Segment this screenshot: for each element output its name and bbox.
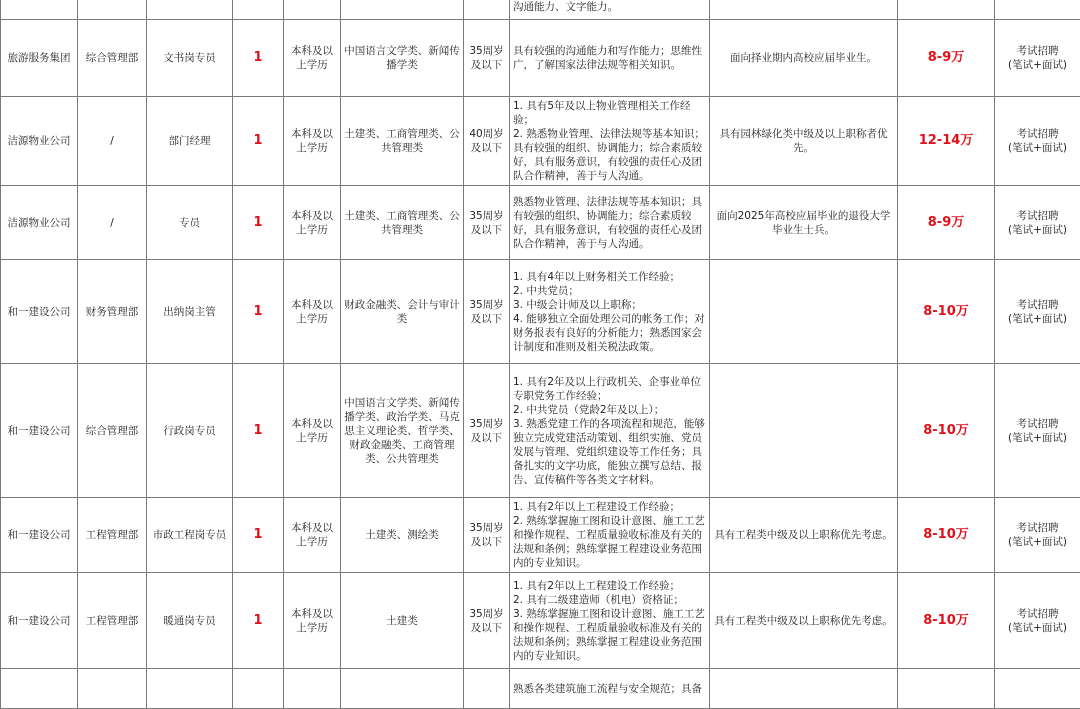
- method-cell: [995, 669, 1080, 709]
- other-conditions-cell: 具有工程类中级及以上职称优先考虑。: [710, 573, 898, 669]
- post-cell: [147, 669, 233, 709]
- table-row: [1, 20, 1080, 97]
- method-line: (笔试+面试): [997, 58, 1078, 72]
- table-row: [1, 669, 1080, 709]
- requirements-cell: [510, 97, 710, 186]
- major-cell: [341, 669, 464, 709]
- education-cell: [284, 669, 341, 709]
- other-conditions-cell: [710, 260, 898, 364]
- salary-cell: 8-10万: [898, 260, 995, 364]
- method-cell: [995, 20, 1080, 97]
- count-cell: 1: [233, 20, 284, 97]
- count-cell: [233, 0, 284, 20]
- dept-cell: /: [78, 186, 147, 260]
- table-row: [1, 260, 1080, 364]
- education-cell: 本科及以上学历: [284, 186, 341, 260]
- dept-cell: 工程管理部: [78, 498, 147, 573]
- salary-cell: 8-10万: [898, 573, 995, 669]
- requirement-line: 2. 中共党员（党龄2年及以上）；: [513, 403, 706, 417]
- unit-cell: 和一建设公司: [1, 260, 78, 364]
- other-conditions-cell: 具有园林绿化类中级及以上职称者优先。: [710, 97, 898, 186]
- method-line: (笔试+面试): [997, 535, 1078, 549]
- requirements-cell: [510, 260, 710, 364]
- requirement-line: 2. 具有二级建造师（机电）资格证；: [513, 593, 706, 607]
- unit-cell: 和一建设公司: [1, 498, 78, 573]
- major-cell: 土建类: [341, 573, 464, 669]
- requirement-line: 1. 具有4年以上财务相关工作经验；: [513, 270, 706, 284]
- method-line: 考试招聘: [997, 298, 1078, 312]
- requirement-line: 具有较强的沟通能力和写作能力；思维性广，了解国家法律法规等相关知识。: [513, 44, 706, 72]
- requirement-line: 3. 中级会计师及以上职称；: [513, 298, 706, 312]
- table-row: [1, 364, 1080, 498]
- age-cell: 35周岁及以下: [464, 20, 510, 97]
- dept-cell: 工程管理部: [78, 573, 147, 669]
- requirement-line: 1. 具有2年以上工程建设工作经验；: [513, 579, 706, 593]
- count-cell: 1: [233, 97, 284, 186]
- requirements-cell: [510, 0, 710, 20]
- table-row: [1, 97, 1080, 186]
- requirement-line: 沟通能力、文字能力。: [513, 0, 706, 14]
- table-row: [1, 186, 1080, 260]
- count-cell: 1: [233, 364, 284, 498]
- major-cell: 财政金融类、会计与审计类: [341, 260, 464, 364]
- salary-cell: 8-9万: [898, 20, 995, 97]
- education-cell: 本科及以上学历: [284, 260, 341, 364]
- education-cell: 本科及以上学历: [284, 498, 341, 573]
- requirements-cell: [510, 364, 710, 498]
- post-cell: 文书岗专员: [147, 20, 233, 97]
- education-cell: 本科及以上学历: [284, 20, 341, 97]
- education-cell: [284, 0, 341, 20]
- requirement-line: 1. 具有2年以上工程建设工作经验；: [513, 500, 706, 514]
- salary-cell: 12-14万: [898, 97, 995, 186]
- requirements-cell: [510, 669, 710, 709]
- requirement-line: 3. 熟练掌握施工图和设计意图、施工工艺和操作规程、工程质量验收标准及有关的法规和条例；熟练掌握工程建设业务范围内的专业知识。: [513, 607, 706, 663]
- method-cell: [995, 573, 1080, 669]
- post-cell: 行政岗专员: [147, 364, 233, 498]
- requirements-cell: [510, 186, 710, 260]
- major-cell: 中国语言文学类、新闻传播学类、政治学类、马克思主义理论类、哲学类、财政金融类、工商管理类、公共管理类: [341, 364, 464, 498]
- count-cell: 1: [233, 498, 284, 573]
- salary-cell: 8-10万: [898, 364, 995, 498]
- other-conditions-cell: [710, 0, 898, 20]
- requirement-line: 2. 中共党员；: [513, 284, 706, 298]
- education-cell: 本科及以上学历: [284, 573, 341, 669]
- salary-cell: [898, 0, 995, 20]
- requirement-line: 熟悉物业管理、法律法规等基本知识；具有较强的组织、协调能力；综合素质较好，具有服务意识，有较强的责任心及团队合作精神，善于与人沟通。: [513, 195, 706, 251]
- age-cell: [464, 0, 510, 20]
- other-conditions-cell: 具有工程类中级及以上职称优先考虑。: [710, 498, 898, 573]
- unit-cell: 旅游服务集团: [1, 20, 78, 97]
- age-cell: 35周岁及以下: [464, 186, 510, 260]
- table-row: [1, 498, 1080, 573]
- age-cell: [464, 669, 510, 709]
- major-cell: [341, 0, 464, 20]
- other-conditions-cell: [710, 364, 898, 498]
- dept-cell: 综合管理部: [78, 20, 147, 97]
- method-line: 考试招聘: [997, 607, 1078, 621]
- age-cell: 35周岁及以下: [464, 260, 510, 364]
- post-cell: 出纳岗主管: [147, 260, 233, 364]
- method-cell: [995, 364, 1080, 498]
- major-cell: 土建类、测绘类: [341, 498, 464, 573]
- count-cell: 1: [233, 573, 284, 669]
- requirement-line: 4. 能够独立全面处理公司的帐务工作；对财务报表有良好的分析能力；熟悉国家会计制度和准则及相关税法政策。: [513, 312, 706, 354]
- other-conditions-cell: 面向择业期内高校应届毕业生。: [710, 20, 898, 97]
- requirement-line: 1. 具有5年及以上物业管理相关工作经验；: [513, 99, 706, 127]
- age-cell: 40周岁及以下: [464, 97, 510, 186]
- method-line: 考试招聘: [997, 209, 1078, 223]
- method-line: (笔试+面试): [997, 621, 1078, 635]
- count-cell: 1: [233, 260, 284, 364]
- dept-cell: /: [78, 97, 147, 186]
- major-cell: 土建类、工商管理类、公共管理类: [341, 186, 464, 260]
- method-line: 考试招聘: [997, 44, 1078, 58]
- age-cell: 35周岁及以下: [464, 364, 510, 498]
- post-cell: [147, 0, 233, 20]
- method-cell: [995, 498, 1080, 573]
- method-line: (笔试+面试): [997, 223, 1078, 237]
- method-line: (笔试+面试): [997, 312, 1078, 326]
- requirement-line: 2. 熟悉物业管理、法律法规等基本知识；具有较强的组织、协调能力；综合素质较好，具有服务意识，有较强的责任心及团队合作精神，善于与人沟通。: [513, 127, 706, 183]
- method-line: (笔试+面试): [997, 431, 1078, 445]
- dept-cell: [78, 669, 147, 709]
- unit-cell: 和一建设公司: [1, 364, 78, 498]
- salary-cell: [898, 669, 995, 709]
- count-cell: [233, 669, 284, 709]
- method-cell: [995, 0, 1080, 20]
- table-row: [1, 573, 1080, 669]
- method-cell: [995, 260, 1080, 364]
- requirement-line: 3. 熟悉党建工作的各项流程和规范，能够独立完成党建活动策划、组织实施、党员发展与管理、党组织建设等工作任务；具备扎实的文字功底，能独立撰写总结、报告、宣传稿件等各类文字材料。: [513, 417, 706, 487]
- unit-cell: [1, 0, 78, 20]
- major-cell: 土建类、工商管理类、公共管理类: [341, 97, 464, 186]
- education-cell: 本科及以上学历: [284, 97, 341, 186]
- method-line: 考试招聘: [997, 417, 1078, 431]
- age-cell: 35周岁及以下: [464, 573, 510, 669]
- requirements-cell: [510, 498, 710, 573]
- requirement-line: 熟悉各类建筑施工流程与安全规范；具备: [513, 682, 706, 696]
- method-cell: [995, 97, 1080, 186]
- unit-cell: 洁源物业公司: [1, 186, 78, 260]
- unit-cell: 洁源物业公司: [1, 97, 78, 186]
- dept-cell: 综合管理部: [78, 364, 147, 498]
- post-cell: 专员: [147, 186, 233, 260]
- requirement-line: 1. 具有2年及以上行政机关、企事业单位专职党务工作经验；: [513, 375, 706, 403]
- salary-cell: 8-10万: [898, 498, 995, 573]
- method-line: 考试招聘: [997, 521, 1078, 535]
- other-conditions-cell: [710, 669, 898, 709]
- dept-cell: 财务管理部: [78, 260, 147, 364]
- unit-cell: 和一建设公司: [1, 573, 78, 669]
- requirements-cell: [510, 573, 710, 669]
- requirements-cell: [510, 20, 710, 97]
- method-cell: [995, 186, 1080, 260]
- count-cell: 1: [233, 186, 284, 260]
- method-line: 考试招聘: [997, 127, 1078, 141]
- table-row: [1, 0, 1080, 20]
- method-line: (笔试+面试): [997, 141, 1078, 155]
- dept-cell: [78, 0, 147, 20]
- education-cell: 本科及以上学历: [284, 364, 341, 498]
- post-cell: 暖通岗专员: [147, 573, 233, 669]
- post-cell: 市政工程岗专员: [147, 498, 233, 573]
- major-cell: 中国语言文学类、新闻传播学类: [341, 20, 464, 97]
- requirement-line: 2. 熟练掌握施工图和设计意图、施工工艺和操作规程、工程质量验收标准及有关的法规和条例；熟练掌握工程建设业务范围内的专业知识。: [513, 514, 706, 570]
- salary-cell: 8-9万: [898, 186, 995, 260]
- other-conditions-cell: 面向2025年高校应届毕业的退役大学毕业生士兵。: [710, 186, 898, 260]
- unit-cell: [1, 669, 78, 709]
- post-cell: 部门经理: [147, 97, 233, 186]
- age-cell: 35周岁及以下: [464, 498, 510, 573]
